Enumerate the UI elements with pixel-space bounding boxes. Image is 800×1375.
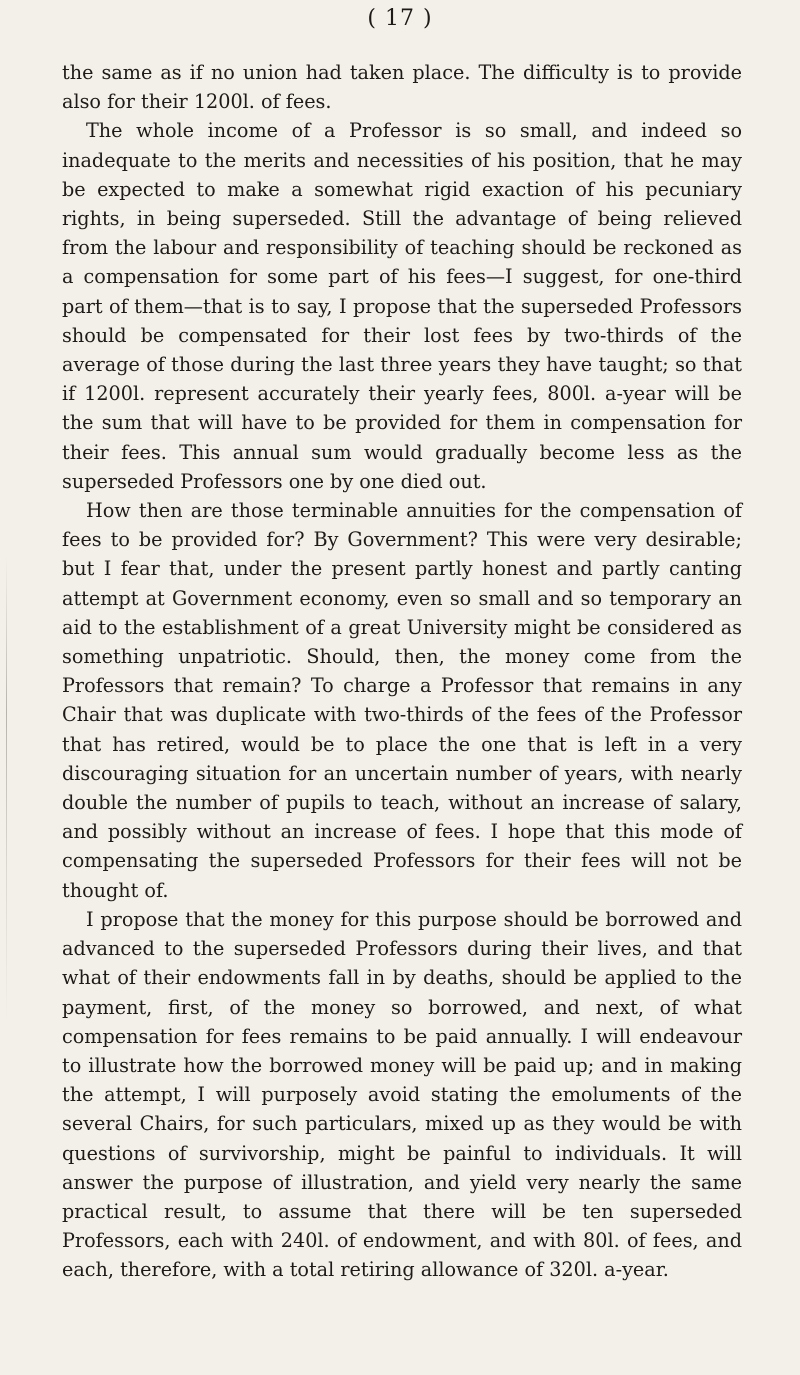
page-number: ( 17 ) [367, 6, 433, 31]
page-edge-shadow [6, 555, 7, 1025]
paragraph-professor-income: The whole income of a Professor is so small, and indeed so inadequate to the merits and necessities of his position, that he may be expected to make a somewhat rigid exaction of his pecuniary rights, in being superseded. Still the advantage of being relieved from the labour and responsibility of teaching should be reckoned as a compensation for some part of his fees—I suggest, for one-third part of them—that is to say, I propose that the superseded Professors should be compensated for their lost fees by two-thirds of the average of those during the last three years they have taught; so that if 1200l. represent accurately their yearly fees, 800l. a-year will be the sum that will have to be provided for them in compensation for their fees. This annual sum would gradually become less as the superseded Professors one by one died out. [62, 119, 742, 493]
paragraph-borrowed-money: I propose that the money for this purpose should be borrowed and advanced to the superseded Professors during their lives, and that what of their endowments fall in by deaths, should be applied to the payment, first, of the money so borrowed, and next, of what compensation for fees remains to be paid annually. I will endeavour to illustrate how the borrowed money will be paid up; and in making the attempt, I will purposely avoid stating the emoluments of the several Chairs, for such particulars, mixed up as they would be with questions of survivorship, might be painful to individuals. It will answer the purpose of illustration, and yield very nearly the same practical result, to assume that there will be ten superseded Professors, each with 240l. of endowment, and with 80l. of fees, and each, therefore, with a total retiring allowance of 320l. a-year. [62, 907, 742, 1282]
paragraph-annuities: How then are those terminable annuities for the compensation of fees to be provided for? By Government? This were very desirable; but I fear that, under the present partly honest and partly canting attempt at Government economy, even so small and so temporary an aid to the establishment of a great University might be considered as something unpatriotic. Should, then, the money come from the Professors that remain? To charge a Professor that remains in any Chair that was duplicate with two-thirds of the fees of the Professor that has retired, would be to place the one that is left in a very discouraging situation for an uncertain number of years, with nearly double the number of pupils to teach, without an increase of salary, and possibly without an increase of fees. I hope that this mode of compensating the superseded Professors for their fees will not be thought of. [62, 499, 742, 902]
paragraph-continuation: the same as if no union had taken place. The difficulty is to provide also for their 1200l. of fees. [62, 61, 742, 114]
body-text [62, 58, 742, 1285]
